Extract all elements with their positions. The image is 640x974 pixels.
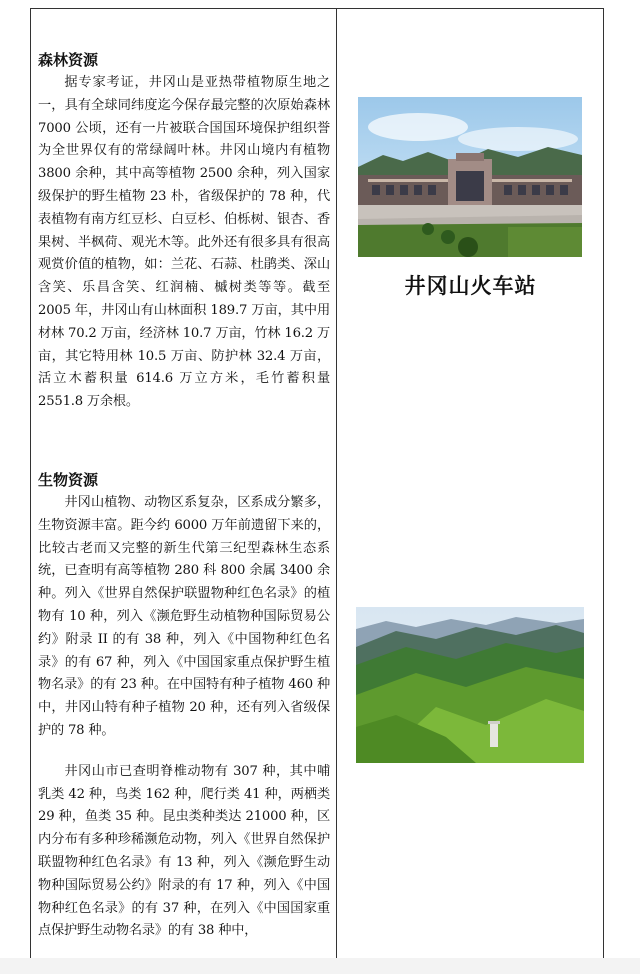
forest-paragraph: 据专家考证，井冈山是亚热带植物原生地之一，具有全球同纬度迄今保存最完整的次原始森林 7000 公顷，还有一片被联合国国环境保护组织誉为全世界仅有的常绿阔叶林。井冈山境内有植物 3800 余种，其中高等植物 2500 余种，列入国家级保护的野生植物 23 朴，省级保护的 78 种，代表植物有南方红豆杉、白豆杉、伯栎树、银杏、香果树、半枫荷、观光木等。此外还有很多具有很高观赏价值的植物，如：兰花、石蒜、杜鹃类、深山含笑、乐昌含笑、红润楠、槭树类等等。截至 2005 年，井冈山有山林面积 189.7 万亩，其中用材林 70.2 万亩，经济林 10.7 万亩，竹林 16.2 万亩，其它特用林 10.5 万亩、防护林 32.4 万亩，活立木蓄积量 614.6 万立方米，毛竹蓄积量 2551.8 万余根。 (38, 75, 330, 410)
forest-heading: 森林资源 (38, 51, 99, 69)
station-caption: 井冈山火车站 (404, 274, 537, 298)
mountain-photo (356, 607, 584, 763)
station-photo (358, 97, 582, 257)
forest-section (38, 50, 330, 414)
left-column (38, 50, 330, 943)
bottom-bar (0, 958, 640, 974)
bio-paragraph-2: 井冈山市已查明脊椎动物有 307 种，其中哺乳类 42 种，鸟类 162 种，爬行类 41 种，两栖类 29 种，鱼类 35 种。昆虫类种类达 21000 种，区内分布有多种珍稀濒危动物，列入《世界自然保护联盟物种红色名录》有 13 种，列入《濒危野生动物种国际贸易公约》附录的有 17 种，列入《中国物种红色名录》的有 37 种，在列入《中国国家重点保护野生动物名录》的有 38 种中， (38, 763, 330, 939)
bio-heading: 生物资源 (38, 470, 99, 489)
column-divider (336, 8, 337, 974)
bio-section (38, 470, 330, 943)
bio-paragraph-1: 井冈山植物、动物区系复杂，区系成分繁多，生物资源丰富。距今约 6000 万年前遗留下来的，比较古老而又完整的新生代第三纪型森林生态系统，已查明有高等植物 280 科 800 余属 3400 余种。列入《世界自然保护联盟物种红色名录》的植物有 10 种，列入《濒危野生动植物种国际贸易公约》附录 II 的有 38 种，列入《中国物种红色名录》的有 67 种，列入《中国国家重点保护野生植物名录》的有 23 种。在中国特有种子植物 460 种中，井冈山特有种子植物 20 种，还有列入省级保护的 78 种。 (38, 494, 330, 738)
